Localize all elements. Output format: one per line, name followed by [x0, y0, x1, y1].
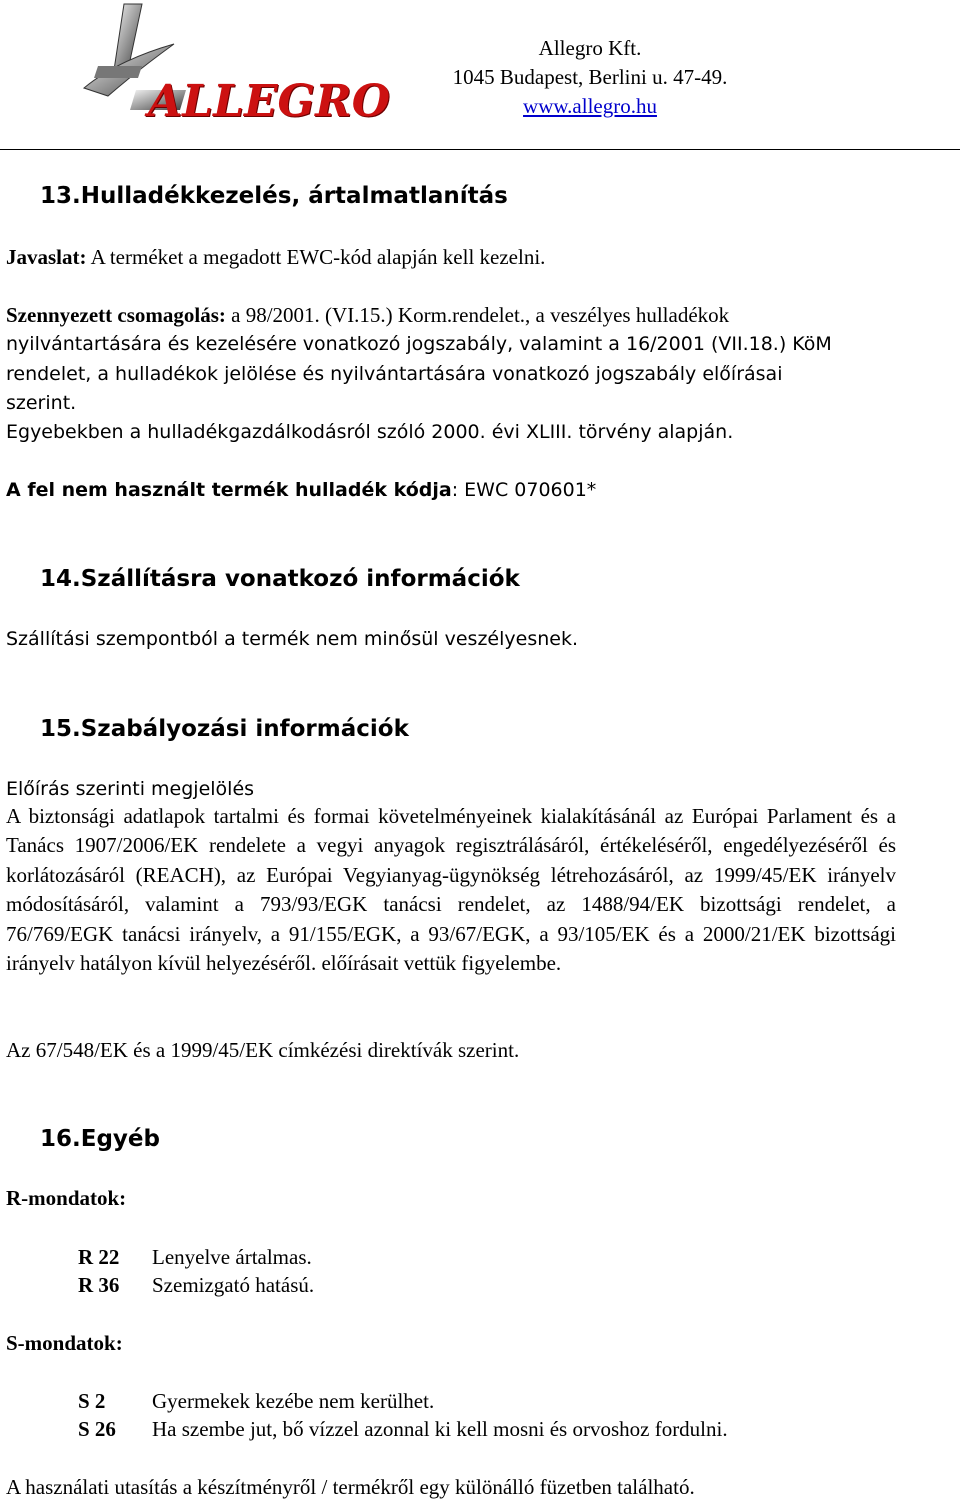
packaging-line-3: rendelet, a hulladékok jelölése és nyilvántartására vonatkozó jogszabály előírásai	[6, 363, 783, 385]
packaging-line-4: szerint.	[6, 392, 77, 414]
list-item	[78, 1417, 728, 1442]
labeling-directives: Az 67/548/EK és a 1999/45/EK címkézési direktívák szerint.	[6, 1038, 520, 1062]
list-item	[78, 1389, 434, 1414]
recommendation-line	[6, 245, 545, 270]
packaging-line-1	[6, 303, 729, 328]
recommendation-text: A terméket a megadott EWC-kód alapján kell kezelni.	[86, 245, 546, 269]
other-regulation-line: Egyebekben a hulladékgazdálkodásról szóló 2000. évi XLIII. törvény alapján.	[6, 421, 734, 443]
company-info	[440, 34, 740, 121]
packaging-line-2: nyilvántartására és kezelésére vonatkozó jogszabály, valamint a 16/2001 (VII.18.) KöM	[6, 333, 832, 355]
section-14-title: 14.Szállításra vonatkozó információk	[40, 566, 520, 592]
r-phrases-heading: R-mondatok:	[6, 1186, 127, 1210]
s-phrase-code: S 26	[78, 1417, 116, 1441]
waste-code-label: A fel nem használt termék hulladék kódja	[6, 479, 452, 501]
packaging-text-1: a 98/2001. (VI.15.) Korm.rendelet., a veszélyes hulladékok	[225, 303, 730, 327]
s-phrase-code: S 2	[78, 1389, 106, 1413]
r-phrase-text: Lenyelve ártalmas.	[152, 1245, 312, 1269]
r-phrase-text: Szemizgató hatású.	[152, 1273, 315, 1297]
footer-note: A használati utasítás a készítményről / termékről egy különálló füzetben található.	[6, 1475, 695, 1499]
packaging-label: Szennyezett csomagolás:	[6, 303, 226, 327]
s-phrase-text: Gyermekek kezébe nem kerülhet.	[152, 1389, 435, 1413]
r-phrase-code: R 22	[78, 1245, 120, 1269]
labeling-subtitle: Előírás szerinti megjelölés	[6, 778, 255, 800]
company-website-link[interactable]: www.allegro.hu	[523, 94, 657, 118]
company-name: Allegro Kft.	[538, 36, 642, 60]
logo-wordmark: ALLEGRO	[148, 76, 391, 127]
r-phrase-code: R 36	[78, 1273, 120, 1297]
waste-code-value: : EWC 070601*	[451, 479, 597, 501]
regulatory-paragraph: A biztonsági adatlapok tartalmi és formai követelményeinek kialakításánál az Európai Parlament és a Tanács 1907/2006/EK rendelete a vegyi anyagok regisztrálásáról, értékeléséről, engedélyezéséről és korlátozásáról (REACH), az Európai Vegyianyag-ügynökség létrehozásáról, az 1999/45/EK irányelv módosításáról, valamint a 793/93/EGK tanácsi rendelet, az 1488/94/EK bizottsági rendelet, a 76/769/EGK tanácsi irányelv, a 91/155/EGK, a 93/67/EGK, a 93/105/EK és a 2000/21/EK bizottsági irányelv hatályon kívül helyezéséről. előírásait vettük figyelembe.	[6, 804, 896, 976]
waste-code-line	[6, 479, 596, 501]
transport-text: Szállítási szempontból a termék nem minősül veszélyesnek.	[6, 628, 578, 650]
section-13-title: 13.Hulladékkezelés, ártalmatlanítás	[40, 183, 508, 209]
recommendation-label: Javaslat:	[6, 245, 87, 269]
list-item	[78, 1245, 312, 1270]
company-address: 1045 Budapest, Berlini u. 47-49.	[452, 65, 728, 89]
section-15-title: 15.Szabályozási információk	[40, 716, 409, 742]
allegro-logo	[78, 0, 391, 135]
header-divider	[0, 149, 960, 150]
s-phrase-text: Ha szembe jut, bő vízzel azonnal ki kell mosni és orvoshoz fordulni.	[152, 1417, 728, 1441]
list-item	[78, 1273, 314, 1298]
s-phrases-heading: S-mondatok:	[6, 1331, 123, 1355]
section-16-title: 16.Egyéb	[40, 1126, 160, 1152]
